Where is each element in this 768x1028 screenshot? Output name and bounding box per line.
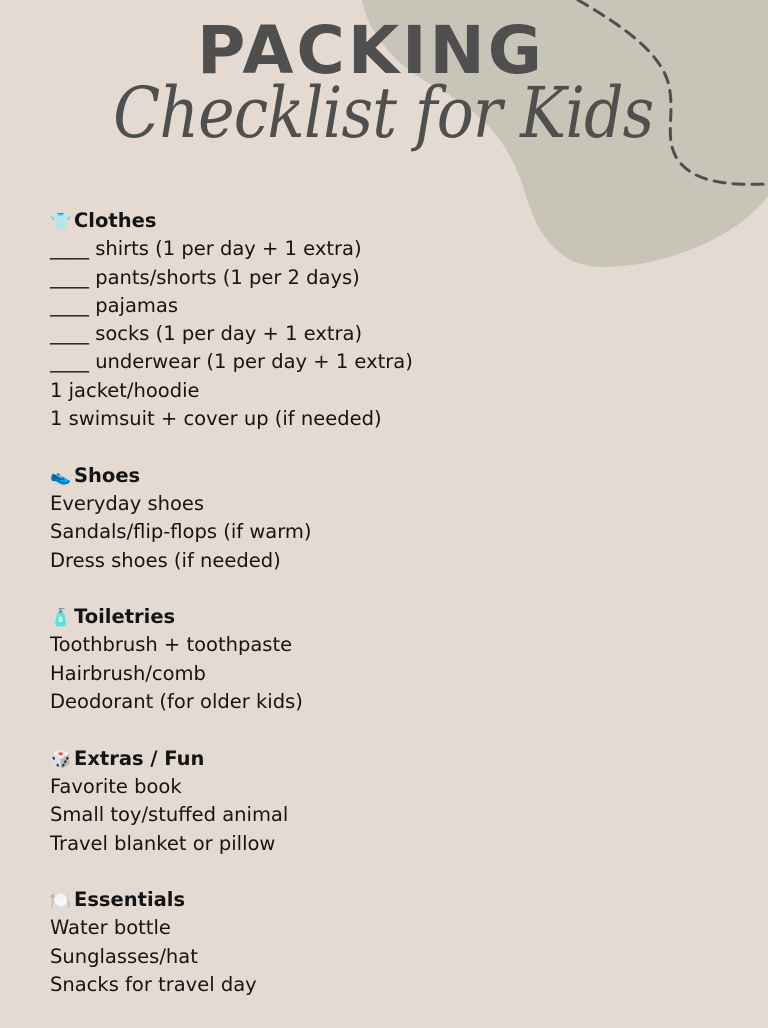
section-heading-label: Essentials xyxy=(74,888,186,912)
lotion-bottle-icon: 🧴 xyxy=(50,608,72,629)
checklist-item: Snacks for travel day xyxy=(50,973,257,997)
checklist-item: 1 swimsuit + cover up (if needed) xyxy=(50,407,382,431)
checklist-item: Sunglasses/hat xyxy=(50,944,198,968)
section-heading-label: Toiletries xyxy=(74,605,176,629)
checklist-item: Hairbrush/comb xyxy=(50,661,206,685)
checklist-item: 1 jacket/hoodie xyxy=(50,378,200,402)
checklist-item: Small toy/stuffed animal xyxy=(50,803,289,827)
title-checklist-for-kids: Checklist for Kids xyxy=(113,72,654,154)
t-shirt-icon: 👕 xyxy=(50,212,72,232)
section-heading-label: Extras / Fun xyxy=(74,746,205,770)
checklist-item: Favorite book xyxy=(50,774,182,798)
checklist-item: Everyday shoes xyxy=(50,491,205,515)
section-clothes xyxy=(50,207,740,433)
checklist-item: Deodorant (for older kids) xyxy=(50,690,303,714)
dice-icon: 🎲 xyxy=(50,749,72,770)
section-heading-label: Shoes xyxy=(74,463,141,487)
checklist-item: ____ shirts (1 per day + 1 extra) xyxy=(50,237,362,261)
section-heading xyxy=(50,745,740,773)
checklist-item: ____ socks (1 per day + 1 extra) xyxy=(50,322,363,346)
checklist-item: ____ underwear (1 per day + 1 extra) xyxy=(50,350,413,374)
checklist xyxy=(50,207,740,1028)
section-heading xyxy=(50,462,740,490)
section-extras-fun xyxy=(50,745,740,858)
section-shoes xyxy=(50,462,740,575)
section-toiletries xyxy=(50,603,740,716)
checklist-item: Water bottle xyxy=(50,916,171,940)
section-essentials xyxy=(50,886,740,999)
fork-and-knife-icon: 🍽️ xyxy=(50,891,72,912)
section-heading xyxy=(50,207,740,235)
checklist-item: Dress shoes (if needed) xyxy=(50,548,281,572)
title-packing: PACKING xyxy=(197,12,545,89)
checklist-item: Travel blanket or pillow xyxy=(50,831,276,855)
checklist-item: ____ pants/shorts (1 per 2 days) xyxy=(50,265,360,289)
checklist-item: Sandals/flip-flops (if warm) xyxy=(50,520,312,544)
section-heading xyxy=(50,886,740,914)
checklist-item: Toothbrush + toothpaste xyxy=(50,633,293,657)
sneaker-icon: 👟 xyxy=(50,466,72,487)
section-heading xyxy=(50,603,740,631)
section-heading-label: Clothes xyxy=(74,209,157,232)
checklist-item: ____ pajamas xyxy=(50,293,178,317)
